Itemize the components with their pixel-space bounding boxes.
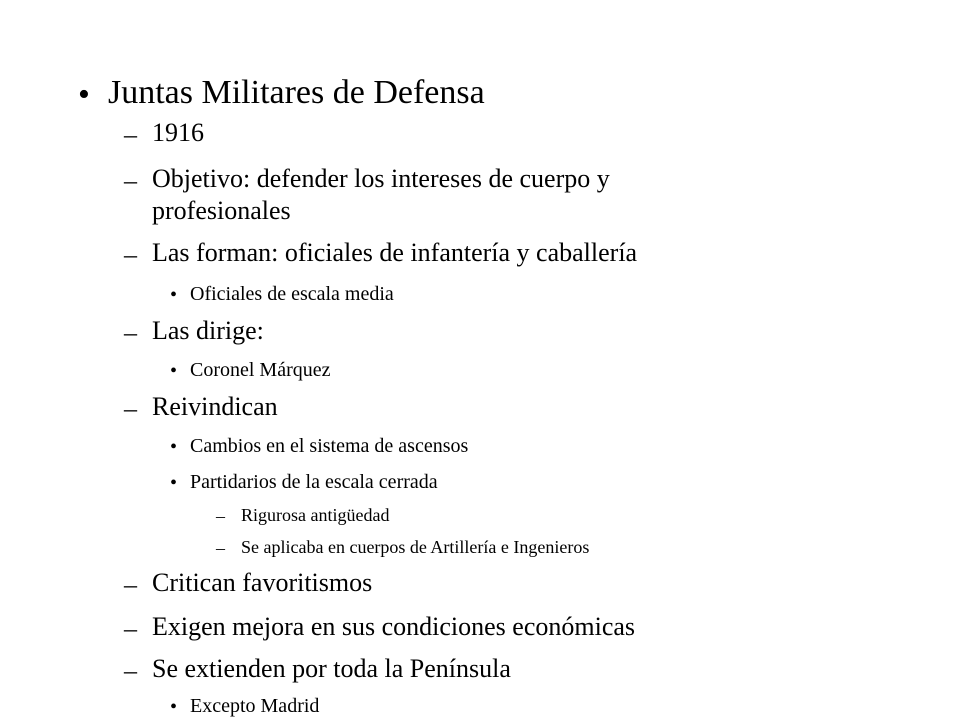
dash-marker: – (124, 120, 137, 149)
list-item: Se extienden por toda la Península (152, 654, 511, 683)
list-item: Reivindican (152, 392, 278, 421)
bullet-marker: • (78, 76, 90, 113)
list-item: Critican favoritismos (152, 568, 373, 597)
list-item: Las dirige: (152, 316, 264, 345)
list-item: Coronel Márquez (190, 359, 331, 381)
list-item: Se aplicaba en cuerpos de Artillería e Ingenieros (241, 537, 590, 557)
list-item: Partidarios de la escala cerrada (190, 471, 438, 493)
list-item-continuation: profesionales (152, 196, 291, 225)
list-item: Exigen mejora en sus condiciones económicas (152, 612, 636, 641)
dash-marker: – (216, 538, 225, 558)
list-item: Excepto Madrid (190, 695, 320, 717)
dash-marker: – (124, 166, 137, 195)
bullet-marker: • (170, 360, 178, 382)
dash-marker: – (124, 614, 137, 643)
list-item: Rigurosa antigüedad (241, 505, 390, 525)
bullet-marker: • (170, 284, 178, 306)
list-item: Las forman: oficiales de infantería y caballería (152, 238, 638, 267)
slide-heading: Juntas Militares de Defensa (108, 74, 485, 111)
bullet-marker: • (170, 696, 178, 718)
bullet-marker: • (170, 436, 178, 458)
dash-marker: – (124, 394, 137, 423)
list-item: Cambios en el sistema de ascensos (190, 435, 469, 457)
list-item: 1916 (152, 118, 204, 147)
bullet-marker: • (170, 472, 178, 494)
list-item: Oficiales de escala media (190, 283, 394, 305)
dash-marker: – (216, 506, 225, 526)
dash-marker: – (124, 656, 137, 685)
dash-marker: – (124, 570, 137, 599)
dash-marker: – (124, 318, 137, 347)
dash-marker: – (124, 240, 137, 269)
list-item: Objetivo: defender los intereses de cuerpo y (152, 164, 610, 193)
